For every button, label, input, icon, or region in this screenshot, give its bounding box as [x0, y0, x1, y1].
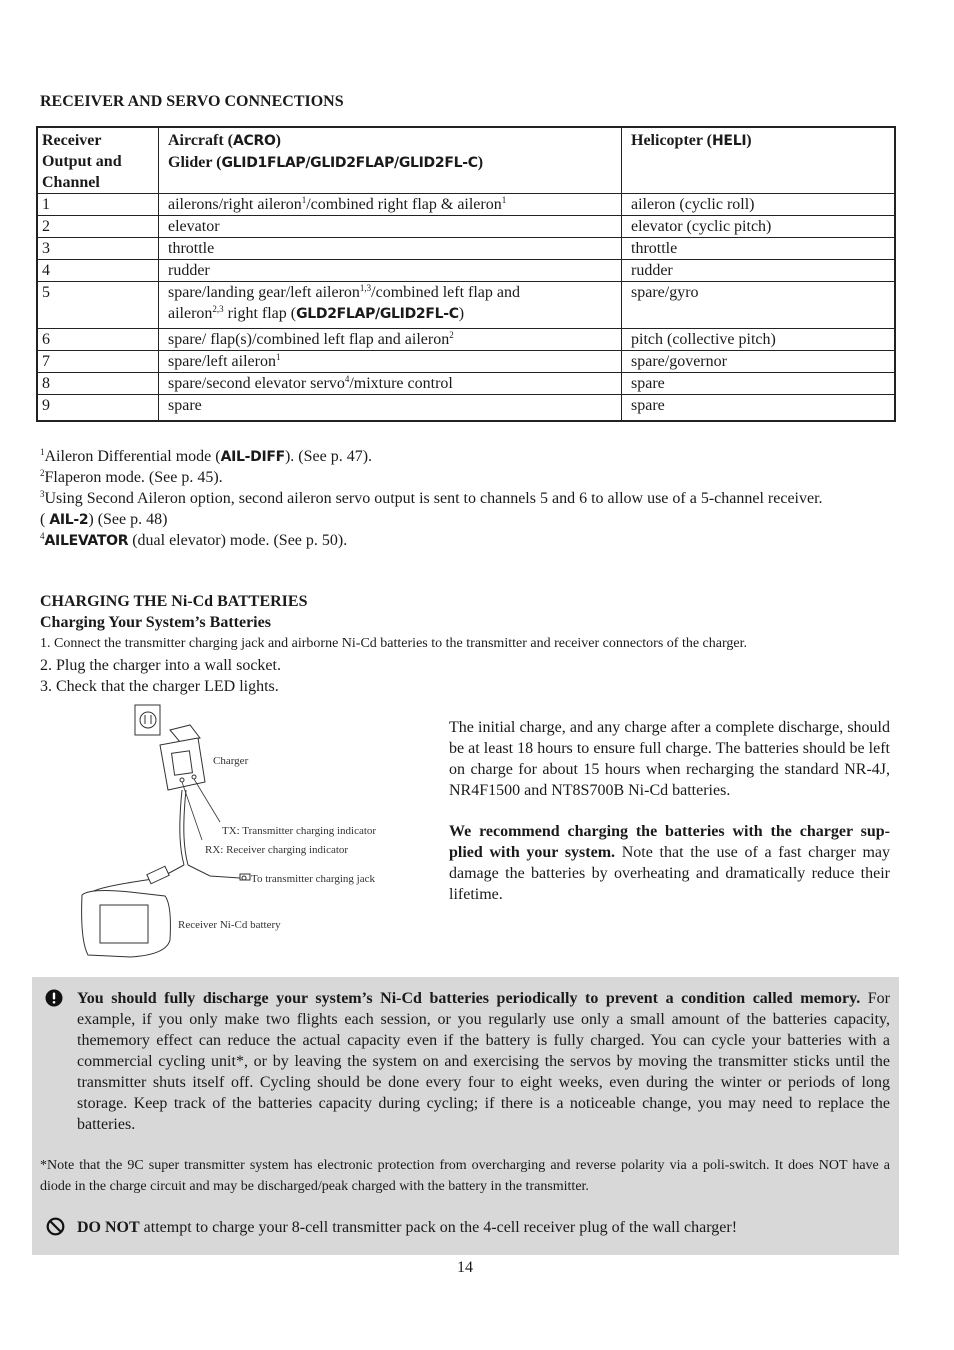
aircraft-cell: rudder: [159, 260, 622, 282]
heli-cell: throttle: [622, 238, 896, 260]
section-subtitle-charging: Charging Your System’s Batteries: [40, 614, 271, 631]
channel-cell: 7: [37, 351, 159, 373]
aircraft-mode: ACRO: [233, 133, 276, 149]
footnote-text: (: [40, 511, 50, 528]
glider-mode-inline: GLD2FLAP/GLID2FL-C: [296, 306, 459, 322]
transmitter-jack-label: To transmitter charging jack: [251, 873, 375, 885]
aircraft-cell: [159, 194, 622, 216]
footnote-mode: AIL-2: [49, 512, 89, 528]
recommendation-text: Note that the use of a fast charger may damage the batteries by overheating and dramatically reduce their lifetime.: [449, 844, 891, 903]
memory-warning-bold: You should fully discharge your system’s Ni-Cd batteries periodically to prevent a condition called memory.: [77, 990, 861, 1007]
footnote-number: 4: [40, 531, 45, 541]
cell-text: spare/left aileron: [168, 353, 276, 370]
aircraft-cell: [159, 351, 622, 373]
aircraft-cell: throttle: [159, 238, 622, 260]
table-row: [37, 260, 895, 282]
channel-cell: 5: [37, 282, 159, 329]
channel-cell: 1: [37, 194, 159, 216]
footnote-1: [40, 446, 372, 468]
charger-recommendation-paragraph: [449, 821, 890, 905]
header-aircraft: [168, 130, 617, 152]
cell-text: /combined right flap & aileron: [306, 196, 502, 213]
charging-step-3: 3. Check that the charger LED lights.: [40, 678, 279, 695]
charger-icon: [160, 725, 205, 790]
table-row: [37, 395, 895, 422]
footnote-text: Using Second Aileron option, second aileron servo output is sent to channels 5 and 6 to allow use of a 5-channel receiver.: [44, 490, 823, 507]
recommendation-bold: We recommend charging the batteries with the charger sup-plied with your system.: [449, 823, 890, 861]
cell-text: aileron: [168, 305, 213, 322]
do-not-text: attempt to charge your 8-cell transmitter pack on the 4-cell receiver plug of the wall charger!: [139, 1219, 738, 1236]
footnote-3: [40, 488, 823, 509]
footnote-text: (dual elevator) mode. (See p. 50).: [128, 532, 348, 549]
do-not-warning: [77, 1217, 737, 1238]
heli-suffix: ): [746, 132, 752, 149]
poli-switch-note: *Note that the 9C super transmitter system has electronic protection from overcharging and reverse polarity via a poli-switch. It does NOT have a diode in the charge circuit and may be discharged/peak charged with the battery in the transmitter.: [40, 1158, 890, 1194]
glider-suffix: ): [477, 154, 484, 171]
footnote-ref: 1: [275, 352, 281, 362]
charge-duration-paragraph: The initial charge, and any charge after a complete discharge, should be at least 18 hours to ensure full charge. The batteries should be left on charge for about 15 hours when recharging the standard NR-4J, NR4F1500 and NT8S700B Ni-Cd batteries.: [449, 719, 890, 799]
cell-text: /combined left flap and: [371, 284, 521, 301]
charging-step-1: 1. Connect the transmitter charging jack and airborne Ni-Cd batteries to the transmitter and receiver connectors of the charger.: [40, 636, 747, 651]
cell-text: right flap (: [223, 305, 297, 322]
page-number: 14: [457, 1259, 473, 1276]
prohibited-icon: [46, 1217, 65, 1236]
cell-text: /mixture control: [349, 375, 453, 392]
footnote-text: Aileron Differential mode (: [44, 448, 221, 465]
connector-icon: [147, 866, 169, 884]
heli-cell: aileron (cyclic roll): [622, 194, 896, 216]
footnote-ref: 2,3: [212, 304, 224, 314]
footnote-number: 3: [40, 489, 45, 499]
battery-label: Receiver Ni-Cd battery: [178, 919, 281, 931]
battery-icon: [82, 891, 171, 957]
charger-label: Charger: [213, 755, 249, 767]
memory-warning-text: [77, 988, 890, 1135]
header-glider: [168, 152, 617, 174]
footnote-ref: 4: [344, 374, 350, 384]
indicator-leader-lines: [182, 779, 220, 840]
footnote-ref: 2: [449, 330, 454, 340]
table-row: [37, 216, 895, 238]
heli-mode: HELI: [712, 133, 747, 149]
aircraft-cell: spare: [159, 395, 622, 422]
footnote-4: [40, 530, 347, 552]
footnote-number: 2: [40, 468, 45, 478]
aircraft-prefix: Aircraft (: [168, 132, 233, 149]
heli-cell: spare: [622, 395, 896, 422]
table-header-row: [37, 127, 895, 194]
channel-cell: 4: [37, 260, 159, 282]
footnote-ref: 1: [301, 195, 307, 205]
footnote-mode: AIL-DIFF: [220, 449, 285, 465]
footnote-number: 1: [40, 447, 45, 457]
glider-mode: GLID1FLAP/GLID2FLAP/GLID2FL-C: [221, 155, 478, 171]
footnote-text: Flaperon mode. (See p. 45).: [44, 469, 223, 486]
section-title-charging: CHARGING THE Ni-Cd BATTERIES: [40, 593, 308, 610]
memory-warning-body: For example, if you only make two flights each session, or you regularly use only a small amount of the batteries capacity, thememory effect can reduce the actual capacity even if the battery is fully charged. You can cycle your batteries with a commercial cycling unit*, or by leaving the system on and exercising the servos by moving the transmitter sticks until the transmitter shuts itself off. Cycling should be done every four to eight weeks, even during the winter or periods of long storage. Keep track of the batteries capacity during cycling; if there is a noticeable change, you may need to replace the batteries.: [77, 990, 890, 1133]
table-row: [37, 329, 895, 351]
table-row: [37, 373, 895, 395]
header-helicopter: [622, 127, 896, 194]
heli-cell: elevator (cyclic pitch): [622, 216, 896, 238]
cell-text: spare/second elevator servo: [168, 375, 345, 392]
footnote-3b: [40, 509, 167, 531]
cell-text: ailerons/right aileron: [168, 196, 302, 213]
aircraft-cell: elevator: [159, 216, 622, 238]
footnote-ref: 1: [501, 195, 507, 205]
footnote-text: ) (See p. 48): [88, 511, 168, 528]
rx-indicator-label: RX: Receiver charging indicator: [205, 844, 349, 856]
table-row: [37, 194, 895, 216]
connections-table: [36, 126, 896, 422]
cell-text: spare/ flap(s)/combined left flap and aileron: [168, 331, 450, 348]
glider-prefix: Glider (: [168, 154, 222, 171]
heli-cell: rudder: [622, 260, 896, 282]
section-title-receiver-servo: RECEIVER AND SERVO CONNECTIONS: [40, 93, 344, 110]
header-receiver-output: [37, 127, 159, 194]
header-aircraft-glider: [159, 127, 622, 194]
cell-text: spare/landing gear/left aileron: [168, 284, 360, 301]
wall-socket-icon: [135, 705, 160, 735]
footnote-2: [40, 467, 223, 488]
aircraft-suffix: ): [275, 132, 281, 149]
charging-step-2: 2. Plug the charger into a wall socket.: [40, 657, 281, 674]
table-row: [37, 238, 895, 260]
channel-cell: 8: [37, 373, 159, 395]
do-not-bold: DO NOT: [77, 1219, 140, 1236]
heli-cell: spare/governor: [622, 351, 896, 373]
channel-cell: 9: [37, 395, 159, 422]
channel-cell: 2: [37, 216, 159, 238]
channel-cell: 6: [37, 329, 159, 351]
aircraft-cell: [159, 282, 622, 329]
footnote-text: ). (See p. 47).: [284, 448, 373, 465]
aircraft-cell: [159, 373, 622, 395]
warning-box: [32, 977, 899, 1255]
heli-cell: spare: [622, 373, 896, 395]
charger-diagram: [70, 700, 440, 965]
heli-cell: pitch (collective pitch): [622, 329, 896, 351]
header-receiver-output-label: Receiver Output and Channel: [42, 132, 122, 191]
table-row: [37, 351, 895, 373]
aircraft-cell: [159, 329, 622, 351]
footnote-mode: AILEVATOR: [44, 533, 129, 549]
channel-cell: 3: [37, 238, 159, 260]
exclamation-icon: [45, 989, 63, 1007]
footnote-ref: 1,3: [359, 283, 372, 293]
table-row: [37, 282, 895, 329]
heli-prefix: Helicopter (: [631, 132, 713, 149]
cell-text: ): [458, 305, 465, 322]
heli-cell: spare/gyro: [622, 282, 896, 329]
tx-indicator-label: TX: Transmitter charging indicator: [222, 825, 377, 837]
